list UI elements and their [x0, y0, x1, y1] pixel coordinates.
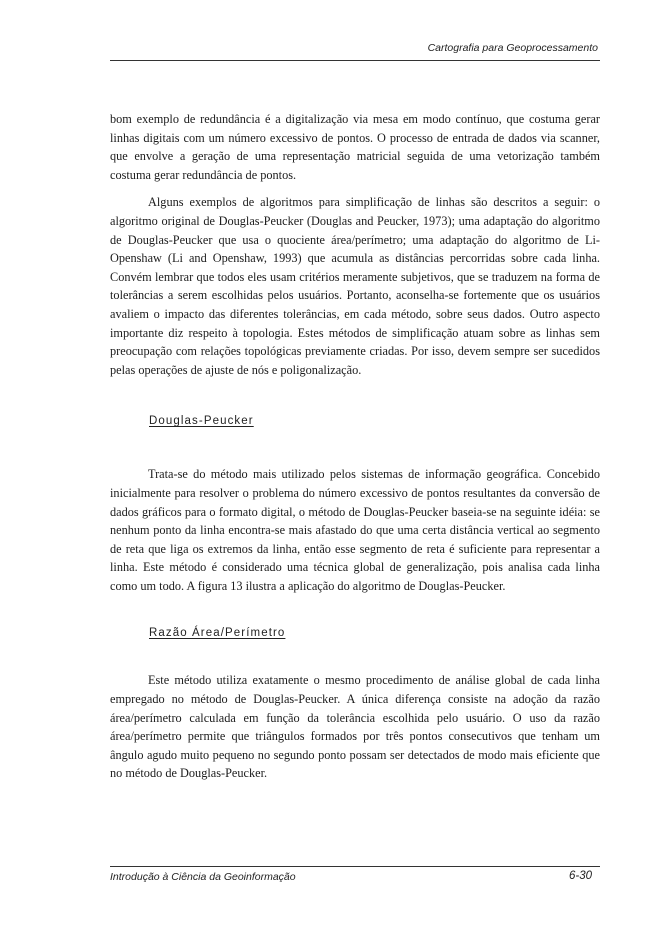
paragraph-douglas-peucker: Trata-se do método mais utilizado pelos sistemas de informação geográfica. Concebido inicialmente para resolver o problema do número excessivo de pontos resultantes da conversão de dados gráficos para o formato digital, o método de Douglas-Peucker baseia-se na seguinte idéia: se nenhum ponto da linha encontra-se mais afastado do que uma certa distância vertical ao segmento de reta que liga os extremos da linha, então esse segmento de reta é suficiente para representar a linha. Este método é considerado uma técnica global de generalização, pois analisa cada linha como um todo. A figura 13 ilustra a aplicação do algoritmo de Douglas-Peucker.	[110, 467, 600, 593]
paragraph-algorithms-overview: Alguns exemplos de algoritmos para simplificação de linhas são descritos a seguir: o algoritmo original de Douglas-Peucker (Douglas and Peucker, 1973); uma adaptação do algoritmo de Douglas-Peucker que usa o quociente área/perímetro; uma adaptação do algoritmo de Li-Openshaw (Li and Openshaw, 1993) que acumula as distâncias percorridas sobre cada linha. Convém lembrar que todos eles usam critérios meramente subjetivos, que se traduzem na forma de tolerâncias a serem escolhidas pelos usuários. Portanto, aconselha-se fortemente que os usuários avaliem o impacto das diferentes tolerâncias, em cada método, sobre seus dados. Outro aspecto importante diz respeito à topologia. Estes métodos de simplificação atuam sobre as linhas sem preocupação com relações topológicas previamente criadas. Por isso, devem sempre ser sucedidos pelas operações de ajuste de nós e poligonalização.	[110, 195, 600, 377]
section-heading-douglas-peucker: Douglas-Peucker	[149, 415, 254, 428]
running-header-title: Cartografia para Geoprocessamento	[427, 42, 598, 54]
paragraph-area-perimeter: Este método utiliza exatamente o mesmo procedimento de análise global de cada linha empregado no método de Douglas-Peucker. A única diferença consiste na adoção da razão área/perímetro calculada em função da tolerância escolhida pelo usuário. O uso da razão área/perímetro permite que triângulos formados por três pontos consecutivos que tenham um ângulo agudo muito pequeno no segundo ponto possam ser detectados de modo mais eficiente que no método de Douglas-Peucker.	[110, 673, 600, 781]
page-footer	[110, 866, 600, 887]
page-header	[110, 40, 600, 61]
page-content	[110, 110, 600, 783]
section-heading-area-perimeter: Razão Área/Perímetro	[149, 627, 286, 640]
paragraph-redundancy: bom exemplo de redundância é a digitalização via mesa em modo contínuo, que costuma gerar linhas digitais com um número excessivo de pontos. O processo de entrada de dados via scanner, que envolve a geração de uma representação matricial seguida de uma vetorização também costuma gerar redundância de pontos.	[110, 112, 600, 182]
footer-book-title: Introdução à Ciência da Geoinformação	[110, 871, 296, 883]
page-number: 6-30	[568, 870, 592, 882]
